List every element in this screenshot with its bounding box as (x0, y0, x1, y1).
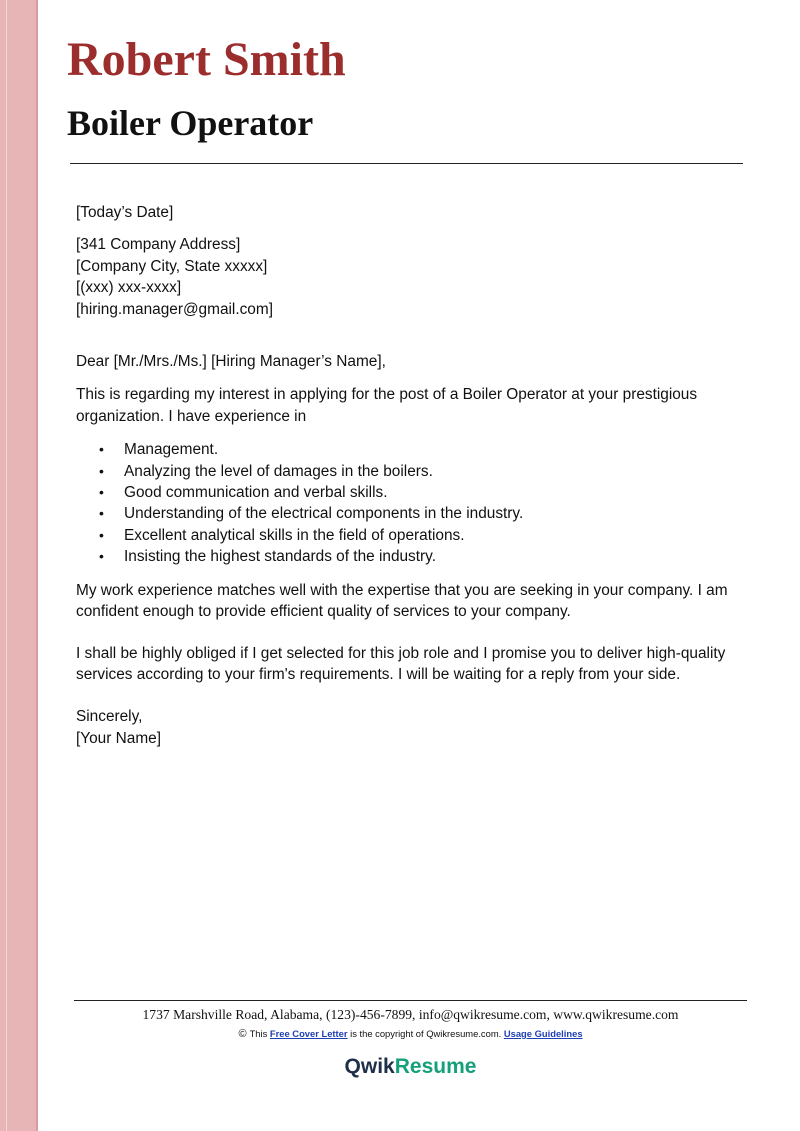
copyright-pre-text: This (249, 1028, 268, 1039)
bullet-icon: • (99, 441, 104, 458)
signature-name: [Your Name] (76, 729, 161, 747)
list-item-text: Management. (124, 441, 219, 459)
logo-text-qwik: Qwik (344, 1055, 395, 1078)
bullet-icon: • (99, 505, 104, 522)
free-cover-letter-link[interactable]: Free Cover Letter (269, 1028, 348, 1039)
address-line: [hiring.manager@gmail.com] (76, 300, 273, 318)
list-item (76, 461, 746, 482)
experience-list (76, 439, 746, 567)
applicant-name: Robert Smith (67, 33, 346, 86)
closing-paragraph: I shall be highly obliged if I get selected for this job role and I promise you to deliver high-quality services according to your firm's requirements. I will be waiting for a reply from your side. (76, 644, 726, 683)
list-item-text: Excellent analytical skills in the field of operations. (124, 526, 465, 544)
qwikresume-logo (74, 1054, 747, 1080)
list-item-text: Understanding of the electrical components in the industry. (124, 505, 524, 523)
sidebar-inner-line (6, 0, 7, 1131)
list-item-text: Good communication and verbal skills. (124, 484, 388, 502)
list-item-text: Analyzing the level of damages in the boilers. (124, 462, 433, 480)
bullet-icon: • (99, 548, 104, 565)
address-line: [(xxx) xxx-xxxx] (76, 279, 182, 297)
copyright-mid-text: is the copyright of Qwikresume.com. (350, 1028, 502, 1039)
address-line: [341 Company Address] (76, 236, 241, 254)
intro-paragraph: This is regarding my interest in applying for the post of a Boiler Operator at your prestigious organization. I have experience in (76, 386, 698, 425)
copyright-notice (74, 1027, 747, 1041)
job-title: Boiler Operator (67, 103, 314, 143)
list-item-text: Insisting the highest standards of the industry. (124, 548, 436, 566)
closing-phrase: Sincerely, (76, 708, 143, 726)
usage-guidelines-link[interactable]: Usage Guidelines (503, 1028, 583, 1039)
list-item (76, 503, 746, 524)
letter-date: [Today’s Date] (76, 204, 174, 221)
salutation: Dear [Mr./Mrs./Ms.] [Hiring Manager’s Name], (76, 353, 386, 371)
bullet-icon: • (99, 484, 104, 501)
list-item (76, 525, 746, 546)
bullet-icon: • (99, 526, 104, 543)
recipient-address (76, 234, 746, 320)
footer-contact-info: 1737 Marshville Road, Alabama, (123)-456-7899, info@qwikresume.com, www.qwikresume.com (142, 1007, 679, 1022)
logo-text-resume: Resume (394, 1055, 477, 1078)
header-divider (70, 163, 743, 164)
letter-body (76, 202, 746, 749)
bullet-icon: • (99, 462, 104, 479)
experience-paragraph: My work experience matches well with the expertise that you are seeking in your company. I am confident enough to provide efficient quality of services to your company. (76, 581, 728, 621)
list-item (76, 439, 746, 460)
decorative-sidebar-stripe (0, 0, 38, 1131)
copyright-icon: © (238, 1028, 247, 1040)
list-item (76, 546, 746, 567)
address-line: [Company City, State xxxxx] (76, 257, 268, 275)
list-item (76, 482, 746, 503)
footer-divider (74, 1000, 747, 1001)
